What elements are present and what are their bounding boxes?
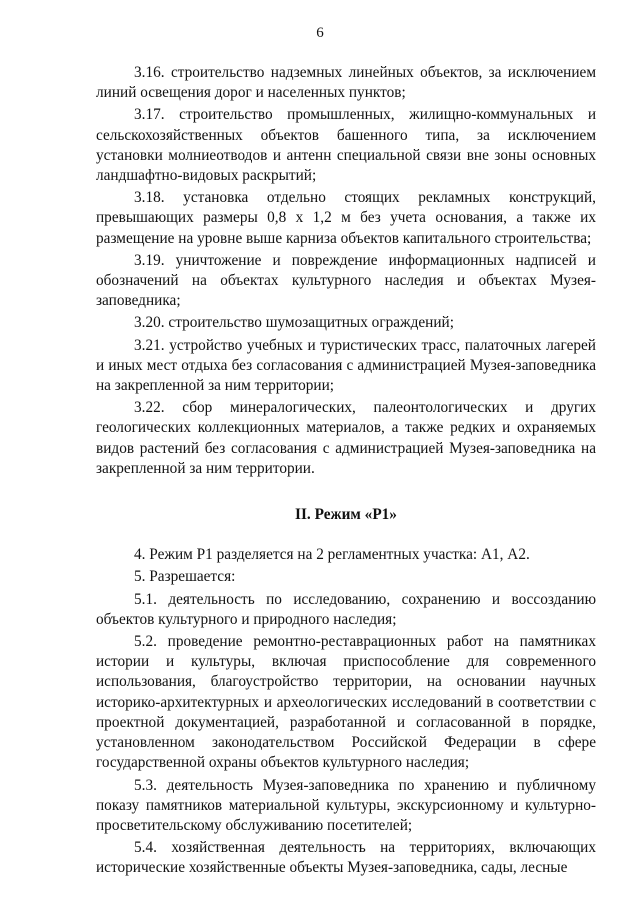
paragraph-5: 5. Разрешается: (134, 568, 236, 586)
paragraph-3-20: 3.20. строительство шумозащитных ограждений; (134, 314, 454, 332)
document-body (96, 63, 596, 881)
paragraph-3-18: 3.18. установка отдельно стоящих рекламных конструкций, превышающих размеры 0,8 х 1,2 м без учета основания, а также их размещение на уровне выше карниза объектов капитального строительства; (96, 189, 596, 247)
paragraph-5-2: 5.2. проведение ремонтно-реставрационных работ на памятниках истории и культуры, включая приспособление для современного использования, благоустройство территории, на основании научных историко-архитектурных и археологических исследований в соответствии с проектной документацией, разработанной и согласованной в порядке, установленном законодательством Российской Федерации в сфере государственной охраны объектов культурного наследия; (96, 633, 596, 772)
paragraph-3-19: 3.19. уничтожение и повреждение информационных надписей и обозначений на объектах культурного наследия и объектах Музея-заповедника; (96, 251, 596, 310)
paragraph-3-22: 3.22. сбор минералогических, палеонтологических и других геологических коллекционных материалов, а также редких и охраняемых видов растений без согласования с администрацией Музея-заповедника на закрепленной за ним территории. (96, 399, 596, 477)
paragraph-5-1: 5.1. деятельность по исследованию, сохранению и воссозданию объектов культурного и природного наследия; (96, 590, 596, 628)
paragraph-3-16: 3.16. строительство надземных линейных объектов, за исключением линий освещения дорог и населенных пунктов; (96, 64, 596, 102)
paragraph-3-21: 3.21. устройство учебных и туристических трасс, палаточных лагерей и иных мест отдыха без согласования с администрацией Музея-заповедника на закрепленной за ним территории; (96, 336, 596, 395)
section-heading: II. Режим «Р1» (295, 506, 397, 524)
paragraph-5-3: 5.3. деятельность Музея-заповедника по хранению и публичному показу памятников материальной культуры, экскурсионному и культурно-просветительскому обслуживанию посетителей; (96, 776, 596, 834)
paragraph-3-17: 3.17. строительство промышленных, жилищно-коммунальных и сельскохозяйственных объектов башенного типа, за исключением установки молниеотводов и антенн специальной связи вне зоны основных ландшафтно-видовых раскрытий; (96, 106, 596, 185)
page-number: 6 (316, 25, 324, 41)
paragraph-5-4: 5.4. хозяйственная деятельность на территориях, включающих исторические хозяйственные объекты Музея-заповедника, сады, лесные (96, 839, 596, 877)
paragraph-4: 4. Режим Р1 разделяется на 2 регламентных участка: А1, А2. (134, 546, 530, 564)
